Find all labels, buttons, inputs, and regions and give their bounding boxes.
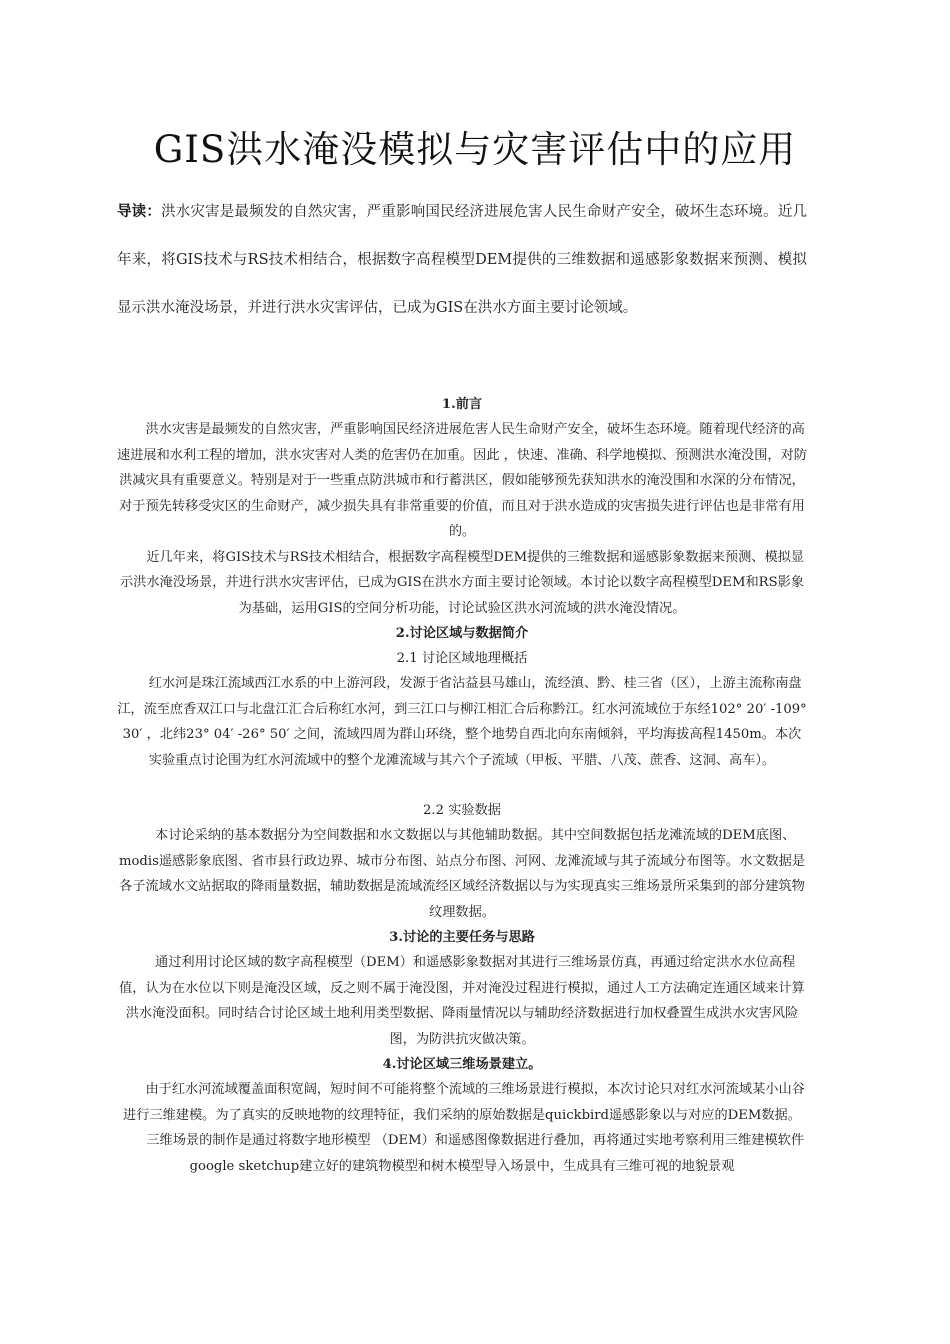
intro-paragraph [117,188,807,332]
section-4-paragraph-2: 三维场景的制作是通过将数字地形模型 （DEM）和遥感图像数据进行叠加，再将通过实地考察利用三维建模软件google sketchup建立好的建筑物模型和树木模型导入场景中，生成具有三维可视的地貌景观 [146,1133,805,1174]
section-2-1-paragraph: 红水河是珠江流域西江水系的中上游河段，发源于省沾益县马雄山，流经滇、黔、桂三省（区），上游主流称南盘江，流至庶香双江口与北盘江汇合后称红水河，到三江口与柳江相汇合后称黔江。红水河流域位于东经102° 20′ -109° 30′ ，北纬23° 04′ -26° 50′ 之间，流域四周为群山环绕，整个地势自西北向东南倾斜，平均海拔高程1450m。本次实验重点讨论围为红水河流域中的整个龙滩流域与其六个子流域（甲板、平腊、八茂、蔗香、这洞、高车）。 [117,676,807,768]
section-2-1-heading: 2.1 讨论区域地理概括 [396,651,528,666]
section-3-heading: 3.讨论的主要任务与思路 [389,930,535,945]
document-body [117,392,807,1179]
section-1-paragraph-2: 近几年来，将GIS技术与RS技术相结合，根据数字高程模型DEM提供的三维数据和遥感影象数据来预测、模拟显示洪水淹没场景，并进行洪水灾害评估，已成为GIS在洪水方面主要讨论领域。本讨论以数字高程模型DEM和RS影象为基础，运用GIS的空间分析功能，讨论试验区洪水河流域的洪水淹没情况。 [119,549,805,616]
section-2-2-heading: 2.2 实验数据 [423,803,501,818]
section-1-heading: 1.前言 [441,397,483,412]
section-4-heading: 4.讨论区域三维场景建立。 [382,1057,542,1072]
intro-text: 洪水灾害是最频发的自然灾害，严重影响国民经济进展危害人民生命财产安全，破坏生态环境。近几年来，将GIS技术与RS技术相结合，根据数字高程模型DEM提供的三维数据和遥感影象数据来预测、模拟显示洪水淹没场景，并进行洪水灾害评估，已成为GIS在洪水方面主要讨论领域。 [117,204,808,316]
document-title: GIS洪水淹没模拟与灾害评估中的应用 [153,128,797,171]
section-1-paragraph-1: 洪水灾害是最频发的自然灾害，严重影响国民经济进展危害人民生命财产安全，破坏生态环境。随着现代经济的高速进展和水利工程的增加，洪水灾害对人类的危害仍在加重。因此 ，快速、准确、科学地模拟、预测洪水淹没围，对防洪减灾具有重要意义。特别是对于一些重点防洪城市和行蓄洪区，假如能够预先获知洪水的淹没围和水深的分布情况，对于预先转移受灾区的生命财产，减少损失具有非常重要的价值，而且对于洪水造成的灾害损失进行评估也是非常有用的。 [117,422,807,539]
intro-lead: 导读： [117,203,162,220]
section-4-paragraph-1: 由于红水河流域覆盖面积宽阔，短时间不可能将整个流域的三维场景进行模拟，本次讨论只对红水河流域某小山谷进行三维建模。为了真实的反映地物的纹理特征，我们采纳的原始数据是quickbird遥感影象以与对应的DEM数据。 [123,1082,805,1123]
section-2-heading: 2.讨论区域与数据简介 [395,626,529,641]
blank-line [117,773,807,798]
section-2-2-paragraph: 本讨论采纳的基本数据分为空间数据和水文数据以与其他辅助数据。其中空间数据包括龙滩流域的DEM底图、modis遥感影象底图、省市县行政边界、城市分布图、站点分布图、河网、龙滩流域与其子流域分布图等。水文数据是各子流域水文站据取的降雨量数据，辅助数据是流域流经区域经济数据以与为实现真实三维场景所采集到的部分建筑物纹理数据。 [118,828,806,920]
section-3-paragraph: 通过利用讨论区域的数字高程模型（DEM）和遥感影象数据对其进行三维场景仿真，再通过给定洪水水位高程值，认为在水位以下则是淹没区域，反之则不属于淹没图，并对淹没过程进行模拟，通过人工方法确定连通区域来计算洪水淹没面积。同时结合讨论区域土地利用类型数据、降雨量情况以与辅助经济数据进行加权叠置生成洪水灾害风险图，为防洪抗灾做决策。 [119,955,805,1047]
